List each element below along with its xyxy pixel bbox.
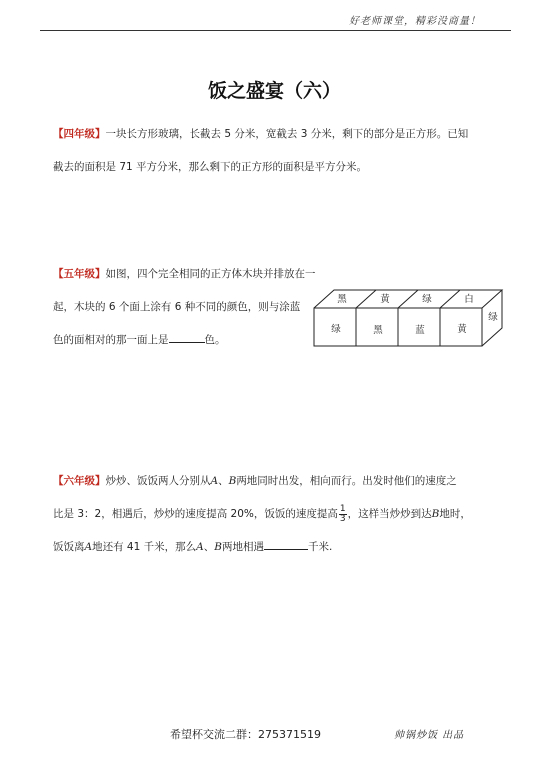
q5-grade-tag: 【五年级】 bbox=[53, 268, 106, 280]
q6-grade-tag: 【六年级】 bbox=[53, 475, 106, 487]
front-label-4: 黄 bbox=[457, 324, 467, 335]
q5-answer-blank bbox=[169, 331, 205, 343]
point-a-label-3: A bbox=[196, 541, 204, 553]
front-label-2: 黑 bbox=[373, 325, 383, 336]
fraction-numerator: 1 bbox=[339, 503, 346, 514]
top-label-4: 白 bbox=[464, 294, 474, 305]
q6-sep-1: 、 bbox=[218, 475, 229, 487]
q5-line-1-text: 如图，四个完全相同的正方体木块并排放在一 bbox=[105, 268, 316, 280]
q6-line-3-text-c: 两地相遇 bbox=[221, 541, 264, 553]
q6-line-1-text-a: 炒炒、饭饭两人分别从 bbox=[105, 475, 211, 487]
top-label-2: 黄 bbox=[380, 294, 390, 305]
q4-line-1 bbox=[53, 118, 468, 151]
q5-line-1 bbox=[53, 258, 316, 291]
point-b-label: B bbox=[228, 475, 237, 487]
q6-line-2-text-b: ，这样当炒炒到达 bbox=[347, 508, 432, 520]
q4-grade-tag: 【四年级】 bbox=[53, 128, 106, 140]
q6-line-2 bbox=[53, 498, 471, 531]
q6-answer-blank bbox=[264, 538, 308, 550]
point-b-label-3: B bbox=[214, 541, 222, 553]
front-label-3: 蓝 bbox=[415, 325, 425, 336]
q6-line-3-text-b: 地还有 41 千米，那么 bbox=[92, 541, 197, 553]
q5-line-3 bbox=[53, 324, 316, 357]
q6-line-3-text-a: 饭饭离 bbox=[53, 541, 85, 553]
front-label-1: 绿 bbox=[331, 324, 341, 335]
footer-qq-group: 希望杯交流二群：275371519 bbox=[170, 728, 321, 741]
q6-line-3 bbox=[53, 531, 471, 564]
q5-line-3-end: 色。 bbox=[204, 334, 226, 346]
q4-line-2: 截去的面积是 71 平方分米，那么剩下的正方形的面积是平方分米。 bbox=[53, 161, 368, 173]
q5-line-3-text: 色的面相对的那一面上是 bbox=[53, 334, 169, 346]
q5-line-2: 起，木块的 6 个面上涂有 6 种不同的颜色，则与涂蓝 bbox=[53, 301, 301, 313]
q6-line-2-text-a: 比是 3：2，相遇后，炒炒的速度提高 20%，饭饭的速度提高 bbox=[53, 508, 338, 520]
fraction-denominator: 3 bbox=[339, 513, 346, 524]
footer-credit: 帅锅炒饭 出品 bbox=[394, 730, 465, 741]
header-divider bbox=[40, 30, 511, 31]
side-label: 绿 bbox=[488, 312, 498, 323]
q6-line-2-text-c: 地时， bbox=[439, 508, 471, 520]
point-a-label: A bbox=[210, 475, 219, 487]
cubes-figure bbox=[300, 288, 510, 348]
top-label-1: 黑 bbox=[337, 294, 347, 305]
one-third-fraction bbox=[339, 505, 347, 524]
q6-sep-2: 、 bbox=[203, 541, 215, 553]
q6-line-1 bbox=[53, 465, 471, 498]
top-label-3: 绿 bbox=[422, 294, 432, 305]
point-a-label-2: A bbox=[84, 541, 93, 553]
q5-problem bbox=[53, 258, 316, 357]
q6-line-1-text-b: 两地同时出发，相向而行。出发时他们的速度之 bbox=[236, 475, 457, 487]
q4-problem bbox=[53, 118, 468, 184]
q6-problem bbox=[53, 465, 471, 564]
header-slogan: 好老师课堂，精彩没商量！ bbox=[349, 16, 481, 27]
q6-line-3-text-d: 千米. bbox=[307, 541, 333, 553]
point-b-label-2: B bbox=[431, 508, 440, 520]
page-title: 饭之盛宴（六） bbox=[207, 80, 341, 102]
q4-line-1-text: 一块长方形玻璃，长截去 5 分米，宽截去 3 分米，剩下的部分是正方形。已知 bbox=[105, 128, 469, 140]
